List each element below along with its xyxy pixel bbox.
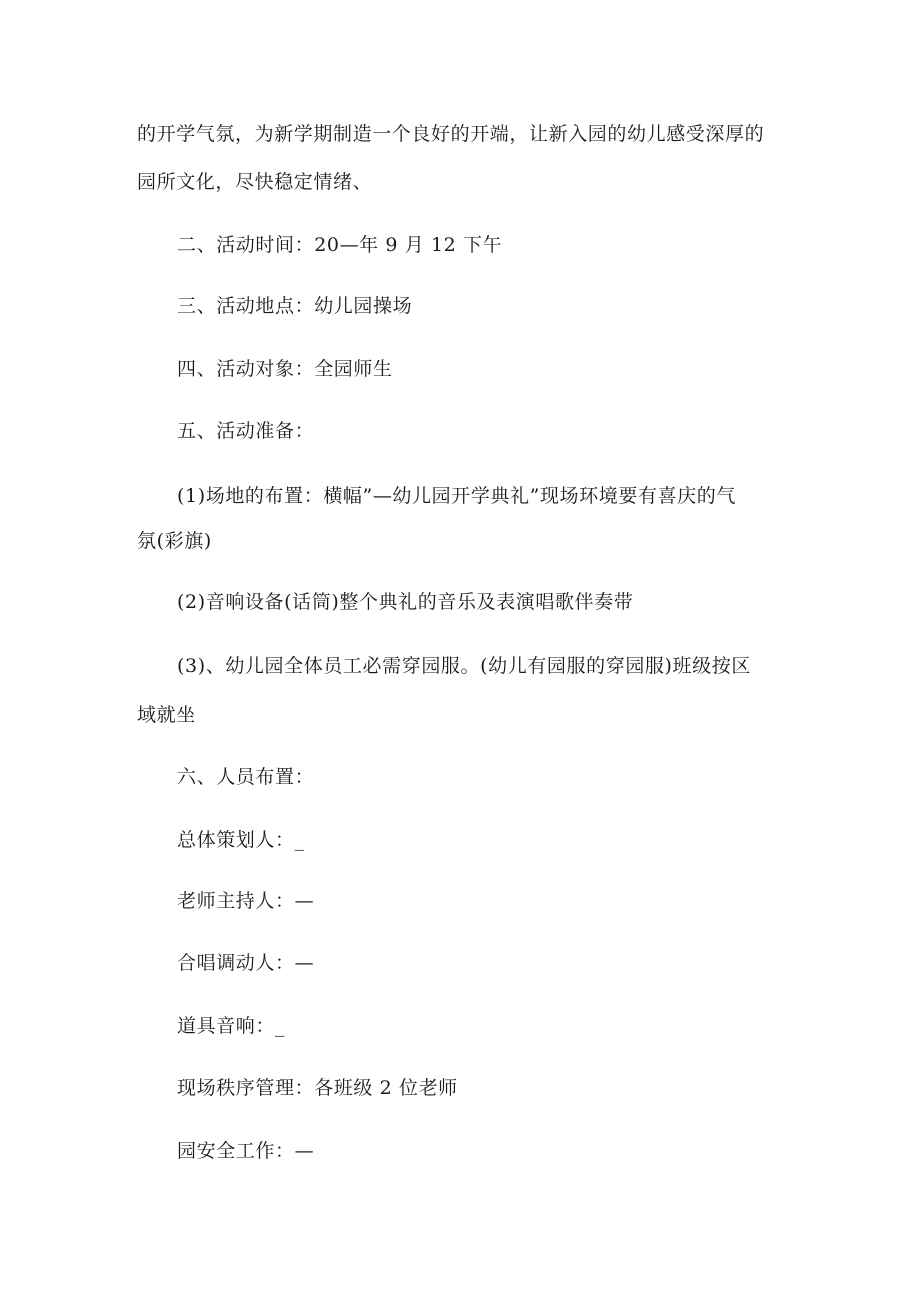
prep-item-2: (2)音响设备(话筒)整个典礼的音乐及表演唱歌伴奏带 [177, 591, 634, 613]
intro-line-1: 的开学气氛，为新学期制造一个良好的开端，让新入园的幼儿感受深厚的 [137, 123, 765, 145]
staff-planner: 总体策划人：_ [177, 829, 305, 851]
staff-heading: 六、人员布置： [177, 766, 315, 788]
section-activity-time: 二、活动时间：20—年 9 月 12 下午 [177, 234, 503, 256]
prep-item-3-line-1: (3)、幼儿园全体员工必需穿园服。(幼儿有园服的穿园服)班级按区 [177, 655, 751, 677]
section-activity-place: 三、活动地点：幼儿园操场 [177, 295, 413, 317]
section-activity-target: 四、活动对象：全园师生 [177, 358, 393, 380]
staff-choir: 合唱调动人：— [177, 952, 315, 974]
staff-props: 道具音响：_ [177, 1015, 286, 1037]
section-preparation-heading: 五、活动准备： [177, 420, 315, 442]
staff-host: 老师主持人：— [177, 890, 315, 912]
prep-item-1-line-2: 氛(彩旗) [137, 530, 212, 552]
prep-item-3-line-2: 域就坐 [137, 704, 196, 726]
staff-safety: 园安全工作：— [177, 1140, 315, 1162]
staff-order: 现场秩序管理：各班级 2 位老师 [177, 1077, 458, 1099]
intro-line-2: 园所文化，尽快稳定情绪、 [137, 171, 373, 193]
prep-item-1-line-1: (1)场地的布置：横幅”—幼儿园开学典礼”现场环境要有喜庆的气 [177, 485, 736, 507]
